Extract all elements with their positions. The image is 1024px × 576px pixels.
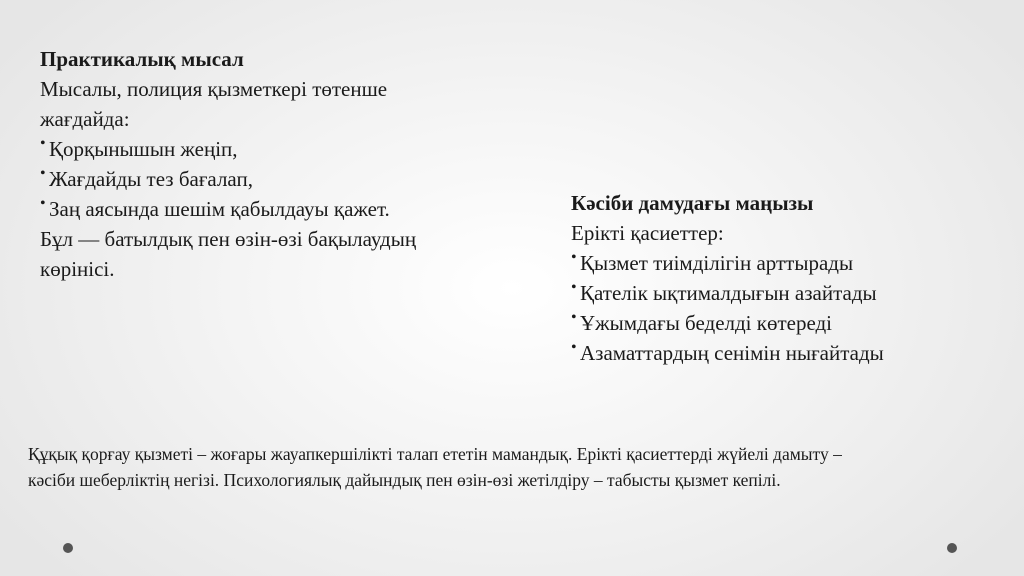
list-item: • Ұжымдағы беделді көтереді: [571, 308, 991, 338]
summary-line: Құқық қорғау қызметі – жоғары жауапкершілікті талап ететін мамандық. Ерікті қасиеттерді жүйелі дамыту –: [28, 444, 842, 464]
professional-development-title: Кәсіби дамудағы маңызы: [571, 191, 814, 215]
list-item: • Қателік ықтималдығын азайтады: [571, 278, 991, 308]
professional-development-block: [571, 188, 991, 368]
list-item: • Қызмет тиімділігін арттырады: [571, 248, 991, 278]
practical-example-intro: Мысалы, полиция қызметкері төтенше жағдайда:: [40, 77, 388, 131]
practical-example-block: [40, 44, 420, 284]
summary-line: кәсіби шеберліктің негізі. Психологиялық дайындық пен өзін-өзі жетілдіру – табысты қызмет кепілі.: [28, 470, 781, 490]
decorative-dot-right: [947, 543, 957, 553]
practical-example-title: Практикалық мысал: [40, 47, 244, 71]
practical-example-conclusion: Бұл — батылдық пен өзін-өзі бақылаудың көрінісі.: [40, 227, 417, 281]
list-item: • Қорқынышын жеңіп,: [40, 134, 420, 164]
decorative-dot-left: [63, 543, 73, 553]
list-item: • Жағдайды тез бағалап,: [40, 164, 420, 194]
summary-paragraph: [28, 441, 1024, 493]
list-item: • Азаматтардың сенімін нығайтады: [571, 338, 991, 368]
list-item: • Заң аясында шешім қабылдауы қажет.: [40, 194, 420, 224]
professional-development-list: [571, 248, 991, 368]
practical-example-list: [40, 134, 420, 224]
professional-development-intro: Ерікті қасиеттер:: [571, 221, 724, 245]
